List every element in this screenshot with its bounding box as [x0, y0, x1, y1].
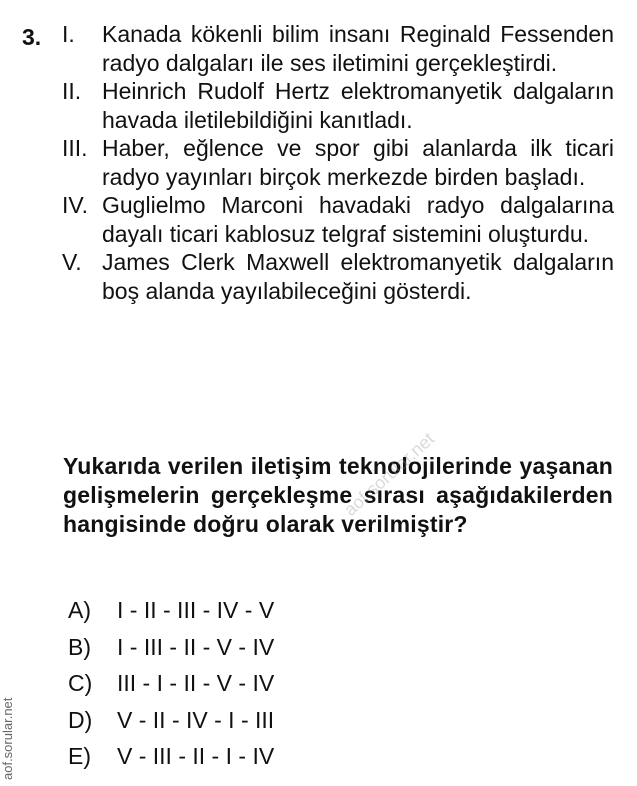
- statement-v: [62, 248, 614, 305]
- statement-numeral: V.: [62, 249, 82, 275]
- option-c[interactable]: [68, 665, 274, 702]
- statement-text: Haber, eğlence ve spor gibi alanlarda ilk ticari radyo yayınları birçok merkezde birden başladı.: [102, 135, 614, 190]
- option-d[interactable]: [68, 702, 274, 739]
- statement-numeral: IV.: [62, 192, 89, 218]
- question-prompt: Yukarıda verilen iletişim teknolojilerinde yaşanan gelişmelerin gerçekleşme sırası aşağıdakilerden hangisinde doğru olarak verilmiştir?: [63, 453, 613, 537]
- option-letter: A): [68, 597, 91, 623]
- option-e[interactable]: [68, 738, 274, 775]
- answer-options: [68, 592, 274, 775]
- statement-text: Guglielmo Marconi havadaki radyo dalgalarına dayalı ticari kablosuz telgraf sistemini oluşturdu.: [102, 192, 614, 247]
- option-text: I - II - III - IV - V: [117, 597, 275, 623]
- option-letter: B): [68, 633, 91, 660]
- option-letter: C): [68, 670, 93, 696]
- option-a[interactable]: [68, 592, 274, 629]
- statement-numeral: III.: [62, 135, 88, 161]
- option-letter: E): [68, 743, 91, 769]
- watermark-center: aof.sorular.net: [340, 428, 439, 520]
- statement-ii: [62, 77, 614, 134]
- option-text: III - I - II - V - IV: [117, 670, 275, 696]
- statement-iii: [62, 134, 614, 191]
- option-text: V - II - IV - I - III: [117, 706, 275, 733]
- statement-text: James Clerk Maxwell elektromanyetik dalgaların boş alanda yayılabileceğini gösterdi.: [102, 249, 614, 304]
- statement-numeral: I.: [62, 21, 75, 47]
- statement-i: [62, 20, 614, 77]
- watermark-side: aof.sorular.net: [0, 697, 15, 780]
- question-number: 3.: [22, 24, 42, 50]
- statement-list: [62, 20, 614, 305]
- option-text: I - III - II - V - IV: [117, 633, 275, 660]
- option-b[interactable]: [68, 629, 274, 666]
- option-letter: D): [68, 706, 93, 733]
- statement-numeral: II.: [62, 78, 82, 104]
- statement-text: Kanada kökenli bilim insanı Reginald Fessenden radyo dalgaları ile ses iletimini gerçekleştirdi.: [102, 21, 614, 76]
- statement-iv: [62, 191, 614, 248]
- option-text: V - III - II - I - IV: [117, 743, 275, 769]
- statement-text: Heinrich Rudolf Hertz elektromanyetik dalgaların havada iletilebildiğini kanıtladı.: [102, 78, 614, 133]
